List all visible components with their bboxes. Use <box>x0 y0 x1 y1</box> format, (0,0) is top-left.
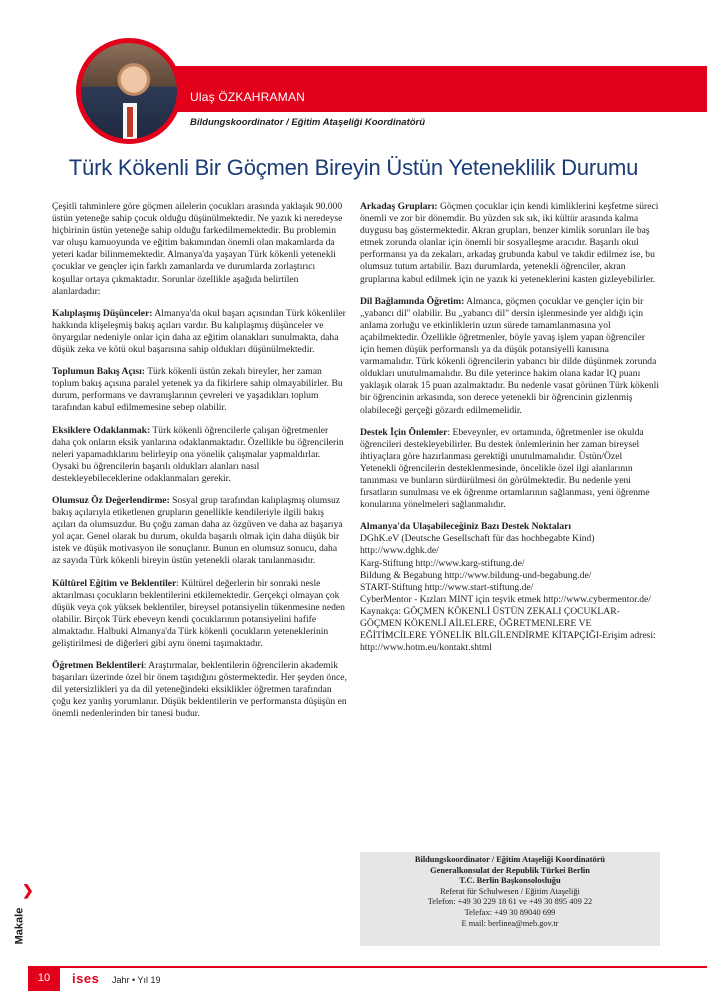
section-paragraph <box>52 495 348 568</box>
section-text: : Ebeveynler, ev ortamında, öğretmenler ise okulda öğrencileri destekleyebilirler. Bu destek önlemlerinin her zaman bireysel ihtiyaçlara göre hazırlanması gerektiği unutulmamalıdır. Üstün/Özel Yetenekli öğrencilerin desteklenmesinde, öncelikle özel ilgi alanlarının tanınması ve bunların sürdürülmesi ön görülmektedir. Bu nedenle yeni fırsatların sunulması ve ek öğrenme ortamlarının sağlanması, yeni öğrenme konularına yönelmeleri sağlanmalıdır. <box>360 426 650 511</box>
author-photo <box>76 38 182 144</box>
section-paragraph <box>360 201 660 286</box>
support-list-item[interactable]: Kaynakça: GÖÇMEN KÖKENLİ ÜSTÜN ZEKALI ÇOCUKLAR-GÖÇMEN KÖKENLİ AİLELERE, ÖĞRETMENLERE VE EĞİTİMCİLERE YÖNELİK BİLGİLENDİRME KİTAPÇIĞI-Erişim adresi: http://www.hotm.eu/kontakt.shtml <box>360 605 656 654</box>
page-number: 10 <box>28 966 60 991</box>
support-list-heading: Almanya'da Ulaşabileceğiniz Bazı Destek Noktaları <box>360 521 572 533</box>
footer-divider <box>28 966 707 968</box>
support-list <box>360 521 660 654</box>
section-paragraph <box>52 425 348 485</box>
section-text: Türk kökenli öğrencilerle çalışan öğretmenler daha çok onların eksik yanlarına odaklanmaktadır. Özellikle bu öğrencilerin neleri yapamadıklarını belirleyip ona yönelik çalışmalar yapmaldırlar. Oysaki bu öğrencilerin başarılı oldukları alanları nasıl destekleyebileceklerine odaklanmaları gerekir. <box>52 424 344 484</box>
author-role: Bildungskoordinator / Eğitim Ataşeliği Koordinatörü <box>190 117 426 128</box>
intro-paragraph: Çeşitli tahminlere göre göçmen ailelerin çocukları arasında yaklaşık 90.000 üstün yeteneğe sahip çocuk olduğu düşünülmektedir. Ne yazık ki neredeyse hiçbirinin üstün yeteneğe sahip olduğu farkedilmemektedir. Bu problemin var oluşu kamuoyunda ve eğitim bakımından önemli olan makamlarda da yeteri kadar bilinmemektedir. Almanya'da yaşayan Türk kökenli yetenekli çocuklar ve gençler için farklı zamanlarda ve durumlarda zorlaştırıcı koşullar ortaya çıkmaktadır. Sorunlar özellikle aşağıda belirtilen alanlardadır: <box>52 201 343 297</box>
contact-info-box <box>360 852 660 946</box>
section-heading: Arkadaş Grupları: <box>360 201 438 212</box>
section-paragraph <box>360 427 660 512</box>
info-line: Referat für Schulwesen / Eğitim Ataşeliği <box>440 886 580 896</box>
info-email[interactable]: E mail: berlinea@meb.gov.tr <box>461 918 559 928</box>
section-heading: Eksiklere Odaklanmak: <box>52 424 151 436</box>
info-line: Generalkonsulat der Republik Türkei Berlin <box>430 865 590 875</box>
support-list-item[interactable]: DGhK.eV (Deutsche Gesellschaft für das hochbegabte Kind) http://www.dghk.de/ <box>360 533 595 557</box>
section-text: Türk kökenli üstün zekalı bireyler, her zaman toplum bakış açısına paralel yetenek ya da fikirlere sahip olmayabilirler. Bu durum, performans ve davranışlarının çevreleri ve yaşadıkları toplum tarafından kabul edilmemesine sebep olabilir. <box>52 366 343 414</box>
support-list-item[interactable]: Karg-Stiftung http://www.karg-stiftung.de/ <box>360 557 525 569</box>
section-heading: Destek İçin Önlemler <box>360 426 448 438</box>
support-list-item[interactable]: START-Stiftung http://www.start-stiftung.de/ <box>360 581 534 593</box>
info-line: Telefon: +49 30 229 18 61 ve +49 30 895 409 22 <box>427 897 593 907</box>
info-line: T.C. Berlin Başkonsolosluğu <box>459 876 561 886</box>
info-line: Telefax: +49 30 89040 699 <box>464 907 556 917</box>
section-heading: Dil Bağlamında Öğretim: <box>360 295 465 307</box>
issue-label: Jahr • Yıl 19 <box>112 975 161 985</box>
section-text: : Kültürel değerlerin bir sonraki nesle aktarılması çocukların beklentilerini etkilemektedir. Gerçekçi olmayan çok düşük veya çok yüksek beklentiler, bireysel potansiyelin tükenmesine neden olabilir. Birçok Türk ebeveyn kendi çocuklarının potansiyelini hafife almaktadır. Halbuki Almanya'da Türk kökenli çocukların yeteneklerinin geliştirilmesi de diğerleri gibi aynı önemi taşımaktadır. <box>52 577 345 649</box>
support-list-item[interactable]: CyberMentor - Kızları MINT için teşvik etmek http://www.cybermentor.de/ <box>360 593 651 605</box>
section-sidebar <box>13 882 41 955</box>
section-paragraph <box>52 578 348 651</box>
section-text: Sosyal grup tarafından kalıplaşmış olumsuz bakış açılarıyla etiketlenen grupların genellikle kendileriyle ilgili bakış açıları da olumsuzdur. Bu çoğu zaman daha az özgüven ve daha az başarıya yol açar. Genel olarak bu durum, okulda başarılı olmak için daha düşük bir istek ve düşük motivasyon ile sonuçlanır. Bunun en olumsuz sonucu, daha az sayıda Türk kökenli bireyin üstün yetenekli olarak tanılanmasıdır. <box>52 494 343 567</box>
author-name: Ulaş ÖZKAHRAMAN <box>190 90 306 104</box>
section-heading: Kültürel Eğitim ve Beklentiler <box>52 577 177 589</box>
section-paragraph <box>360 296 660 417</box>
section-heading: Olumsuz Öz Değerlendirme: <box>52 494 170 506</box>
section-text: Almanya'da okul başarı açısından Türk kökenliler hakkında klişeleşmiş bakış açıları vardır. Bu kalıplaşmış düşünceler ve önyargılar nedeniyle onlar için daha az eğitim olanakları sunulmakta, daha düşük zeka ve kötü okul başarısına sahip oldukları düşünülmektedir. <box>52 307 346 356</box>
article-title: Türk Kökenli Bir Göçmen Bireyin Üstün Yeteneklilik Durumu <box>68 155 639 180</box>
section-heading: Öğretmen Beklentileri <box>52 660 144 672</box>
ises-logo: ises <box>72 971 100 986</box>
right-column <box>360 201 660 654</box>
section-paragraph <box>52 308 348 356</box>
page-footer <box>28 966 707 991</box>
section-heading: Kalıplaşmış Düşünceler: <box>52 307 153 319</box>
section-text: Göçmen çocuklar için kendi kimliklerini keşfetme süreci önemli ve zor bir dönemdir. Bu yüzden sık sık, iki kültür arasında kalma duygusu baş göstermektedir. Akran grupları, benzer kimlik sorunları ile baş etmek zorunda olanlar için önemli bir sosyalleşme aracıdır. Başarılı okul performansı ya da zekaları, arkadaş grubunda kabul ve takdir edilmez ise, bu olumsuz tutum artabilir. Bazı durumlarda, yetenekli öğrenciler, akran gruplarına kabul edilmek için ne yazık ki yeteneklerini kasten gizleyebilirler. <box>360 201 659 285</box>
header-banner <box>150 66 707 112</box>
left-column <box>52 201 348 731</box>
support-list-item[interactable]: Bildung & Begabung http://www.bildung-und-begabung.de/ <box>360 569 592 581</box>
section-text: : Araştırmalar, beklentilerin öğrencilerin akademik başarıları üzerinde özel bir önem taşıdığını göstermektedir. Her şeyden önce, dil yetersizlikleri ya da dil yeteneğindeki eksiklikler öğretmen tarafından çoğu kez yanlış yorumlanır. Düşük beklentilerin ve performansta düşüşün en önemli nedenlerinden bir tanesi budur. <box>52 660 347 720</box>
section-heading: Toplumun Bakış Açısı: <box>52 366 145 378</box>
section-paragraph <box>52 366 348 414</box>
section-paragraph <box>52 660 348 720</box>
section-text: Almanca, göçmen çocuklar ve gençler için bir „yabancı dil" olabilir. Bu „yabancı dil" dersin işlenmesinde yer aldığı için anlama zorluğu ve etkinliklerin uzun süredе tamamlanmasına yol açabilmektedir. Özellikle öğretmenler, böyle yavaş işlem yapan öğrenciler için hemen düşük performanslı ya da düşük potansiyelli kanısına varmamalıdır. Türk kökenli öğrencilerin yabancı bir dilde düşünmek zorunda oldukları unutulmamalıdır. Bu dile yeterince hakim olana kadar IQ puanı yaklaşık olarak 15 puan azalmaktadır. Bu nedenle vasat görünen Türk kökenli bir öğrencinin arkasında, son derece yetenekli bir öğrencinin gizlenmiş olabileceği gerçeği gözardı edilmemelidir. <box>360 295 660 416</box>
section-label: Makale <box>13 907 26 945</box>
chevron-right-icon: ❯ <box>22 882 34 898</box>
info-line: Bildungskoordinator / Eğitim Ataşeliği Koordinatörü <box>414 855 606 864</box>
